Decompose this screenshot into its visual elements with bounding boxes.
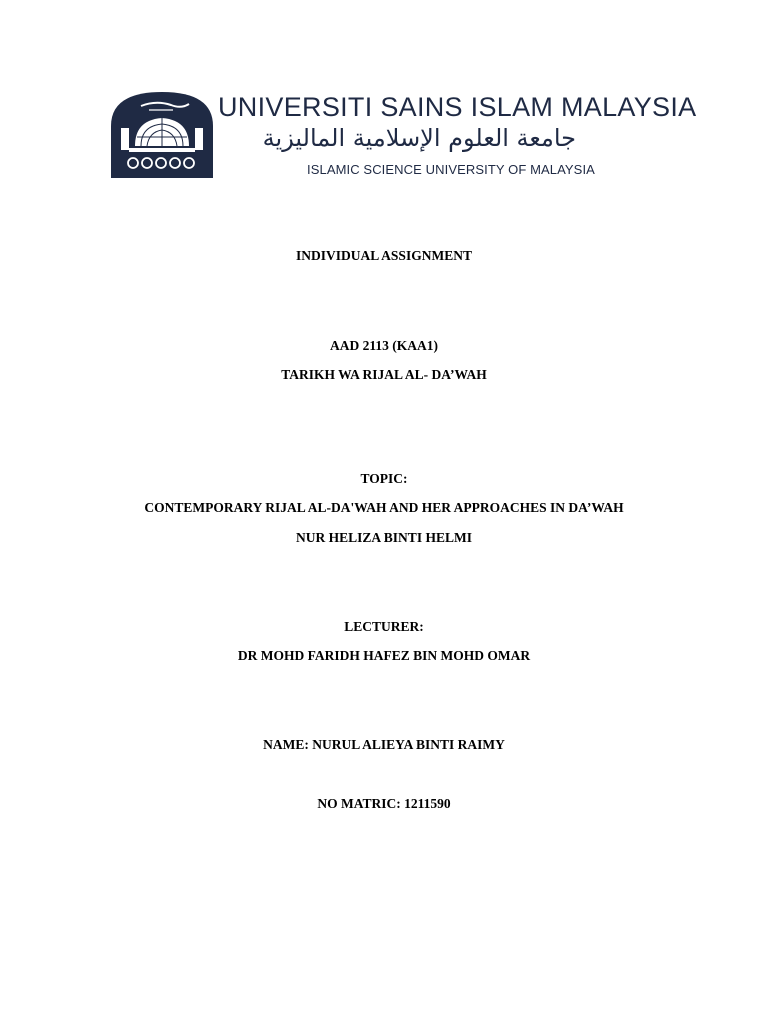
lecturer-name: DR MOHD FARIDH HAFEZ BIN MOHD OMAR [237,648,531,663]
university-name-english: ISLAMIC SCIENCE UNIVERSITY OF MALAYSIA [307,162,595,177]
topic-title: CONTEMPORARY RIJAL AL-DA'WAH AND HER APPROACHES IN DA’WAH [144,500,624,515]
lecturer-label: LECTURER: [344,619,424,634]
topic-subject: NUR HELIZA BINTI HELMI [296,530,472,545]
usim-emblem-icon [111,92,213,178]
assignment-type: INDIVIDUAL ASSIGNMENT [296,248,472,263]
university-header [111,92,697,180]
university-name-arabic: جامعة العلوم الإسلامية الماليزية [262,124,576,152]
course-code: AAD 2113 (KAA1) [330,338,438,353]
student-name: NAME: NURUL ALIEYA BINTI RAIMY [263,737,505,752]
matric-number: NO MATRIC: 1211590 [317,796,451,811]
university-name: UNIVERSITI SAINS ISLAM MALAYSIA [218,92,697,122]
course-title: TARIKH WA RIJAL AL- DA’WAH [281,367,487,382]
topic-label: TOPIC: [360,471,408,486]
